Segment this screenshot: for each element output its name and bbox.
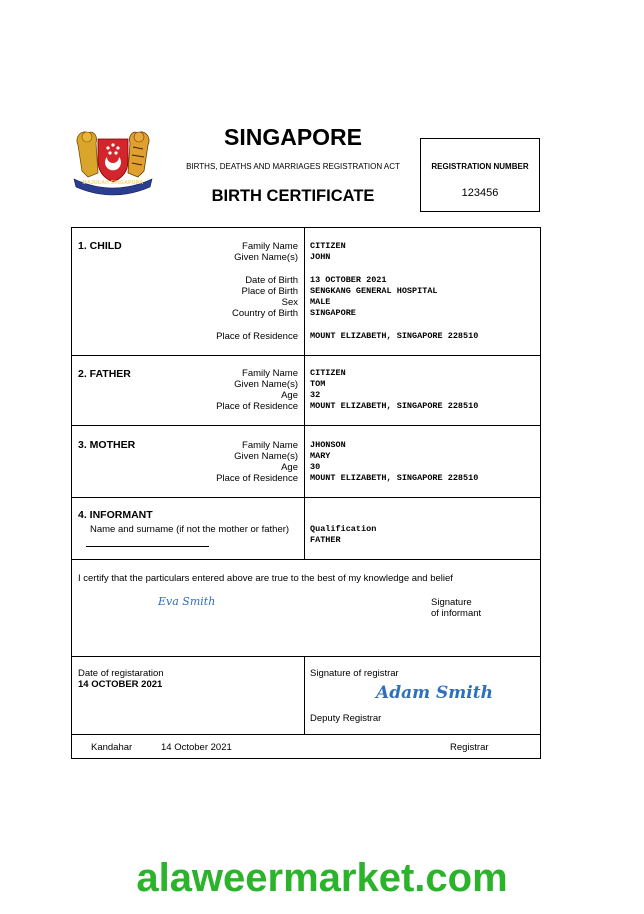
watermark-text: alaweermarket.com: [136, 856, 508, 900]
cob-label: Country of Birth: [232, 308, 298, 319]
child-given-names: JOHN: [310, 252, 331, 262]
certification-statement: I certify that the particulars entered above are true to the best of my knowledge and belief: [78, 573, 453, 584]
father-family-name: CITIZEN: [310, 368, 346, 378]
informant-signature: Eva Smith: [158, 595, 216, 608]
pob-label: Place of Birth: [241, 286, 298, 297]
registrar-signature: Adam Smith: [376, 683, 493, 703]
age-label: Age: [281, 462, 298, 473]
residence-label: Place of Residence: [216, 473, 298, 484]
informant-values: [310, 524, 376, 546]
child-pob: SENGKANG GENERAL HOSPITAL: [310, 286, 438, 296]
child-cob: SINGAPORE: [310, 308, 356, 318]
family-name-label: Family Name: [242, 368, 298, 379]
divider: [72, 656, 540, 657]
child-residence: MOUNT ELIZABETH, SINGAPORE 228510: [310, 331, 479, 341]
residence-label: Place of Residence: [216, 401, 298, 412]
column-divider: [304, 355, 305, 425]
father-labels: [140, 368, 298, 412]
divider: [72, 559, 540, 560]
registrar-signature-label: Signature of registrar: [310, 668, 399, 679]
informant-name-label: Name and surname (if not the mother or father): [90, 524, 290, 535]
given-names-label: Given Name(s): [234, 252, 298, 263]
child-sex: MALE: [310, 297, 331, 307]
divider: [72, 497, 540, 498]
signature-label: Signature: [431, 597, 472, 608]
section-mother-title: 3. MOTHER: [78, 439, 136, 451]
child-values: [310, 241, 478, 342]
mother-age: 30: [310, 462, 321, 472]
divider: [72, 355, 540, 356]
act-subtitle: BIRTHS, DEATHS AND MARRIAGES REGISTRATION ACT: [186, 162, 400, 171]
section-informant-title: 4. INFORMANT: [78, 509, 153, 521]
crest-motto: MAJULAH SINGAPURA: [82, 180, 144, 186]
father-age: 32: [310, 390, 321, 400]
footer-date: 14 October 2021: [161, 742, 232, 753]
column-divider: [304, 657, 305, 735]
registration-number-box: [420, 138, 540, 212]
mother-given-names: MARY: [310, 451, 331, 461]
mother-values: [310, 440, 478, 484]
country-title: SINGAPORE: [223, 124, 363, 150]
registration-date-block: [78, 668, 164, 690]
qualification-value: FATHER: [310, 535, 341, 545]
column-divider: [304, 425, 305, 497]
family-name-label: Family Name: [242, 241, 298, 252]
divider: [72, 425, 540, 426]
given-names-label: Given Name(s): [234, 451, 298, 462]
age-label: Age: [281, 390, 298, 401]
given-names-label: Given Name(s): [234, 379, 298, 390]
mother-residence: MOUNT ELIZABETH, SINGAPORE 228510: [310, 473, 479, 483]
informant-name-line: [86, 546, 209, 547]
registration-date: 14 OCTOBER 2021: [78, 679, 163, 690]
residence-label: Place of Residence: [216, 331, 298, 342]
family-name-label: Family Name: [242, 440, 298, 451]
registration-date-label: Date of registaration: [78, 668, 164, 679]
footer-registrar: Registrar: [450, 742, 489, 753]
column-divider: [304, 228, 305, 355]
dob-label: Date of Birth: [245, 275, 298, 286]
qualification-label: Qualification: [310, 524, 377, 534]
informant-signature-labels: [431, 597, 481, 619]
of-informant-label: of informant: [431, 608, 482, 619]
sex-label: Sex: [281, 297, 298, 308]
child-dob: 13 OCTOBER 2021: [310, 275, 387, 285]
section-father-title: 2. FATHER: [78, 368, 131, 380]
footer-place: Kandahar: [91, 742, 133, 753]
column-divider: [304, 497, 305, 559]
mother-family-name: JHONSON: [310, 440, 346, 450]
father-given-names: TOM: [310, 379, 326, 389]
father-residence: MOUNT ELIZABETH, SINGAPORE 228510: [310, 401, 479, 411]
child-family-name: CITIZEN: [310, 241, 346, 251]
father-values: [310, 368, 478, 412]
child-labels: [140, 241, 298, 342]
divider: [72, 734, 540, 735]
document-title: BIRTH CERTIFICATE: [211, 187, 375, 205]
section-child-title: 1. CHILD: [78, 240, 122, 252]
registration-number-label: REGISTRATION NUMBER: [431, 162, 529, 171]
mother-labels: [140, 440, 298, 484]
registration-number-value: 123456: [461, 187, 499, 199]
deputy-registrar-label: Deputy Registrar: [310, 713, 382, 724]
